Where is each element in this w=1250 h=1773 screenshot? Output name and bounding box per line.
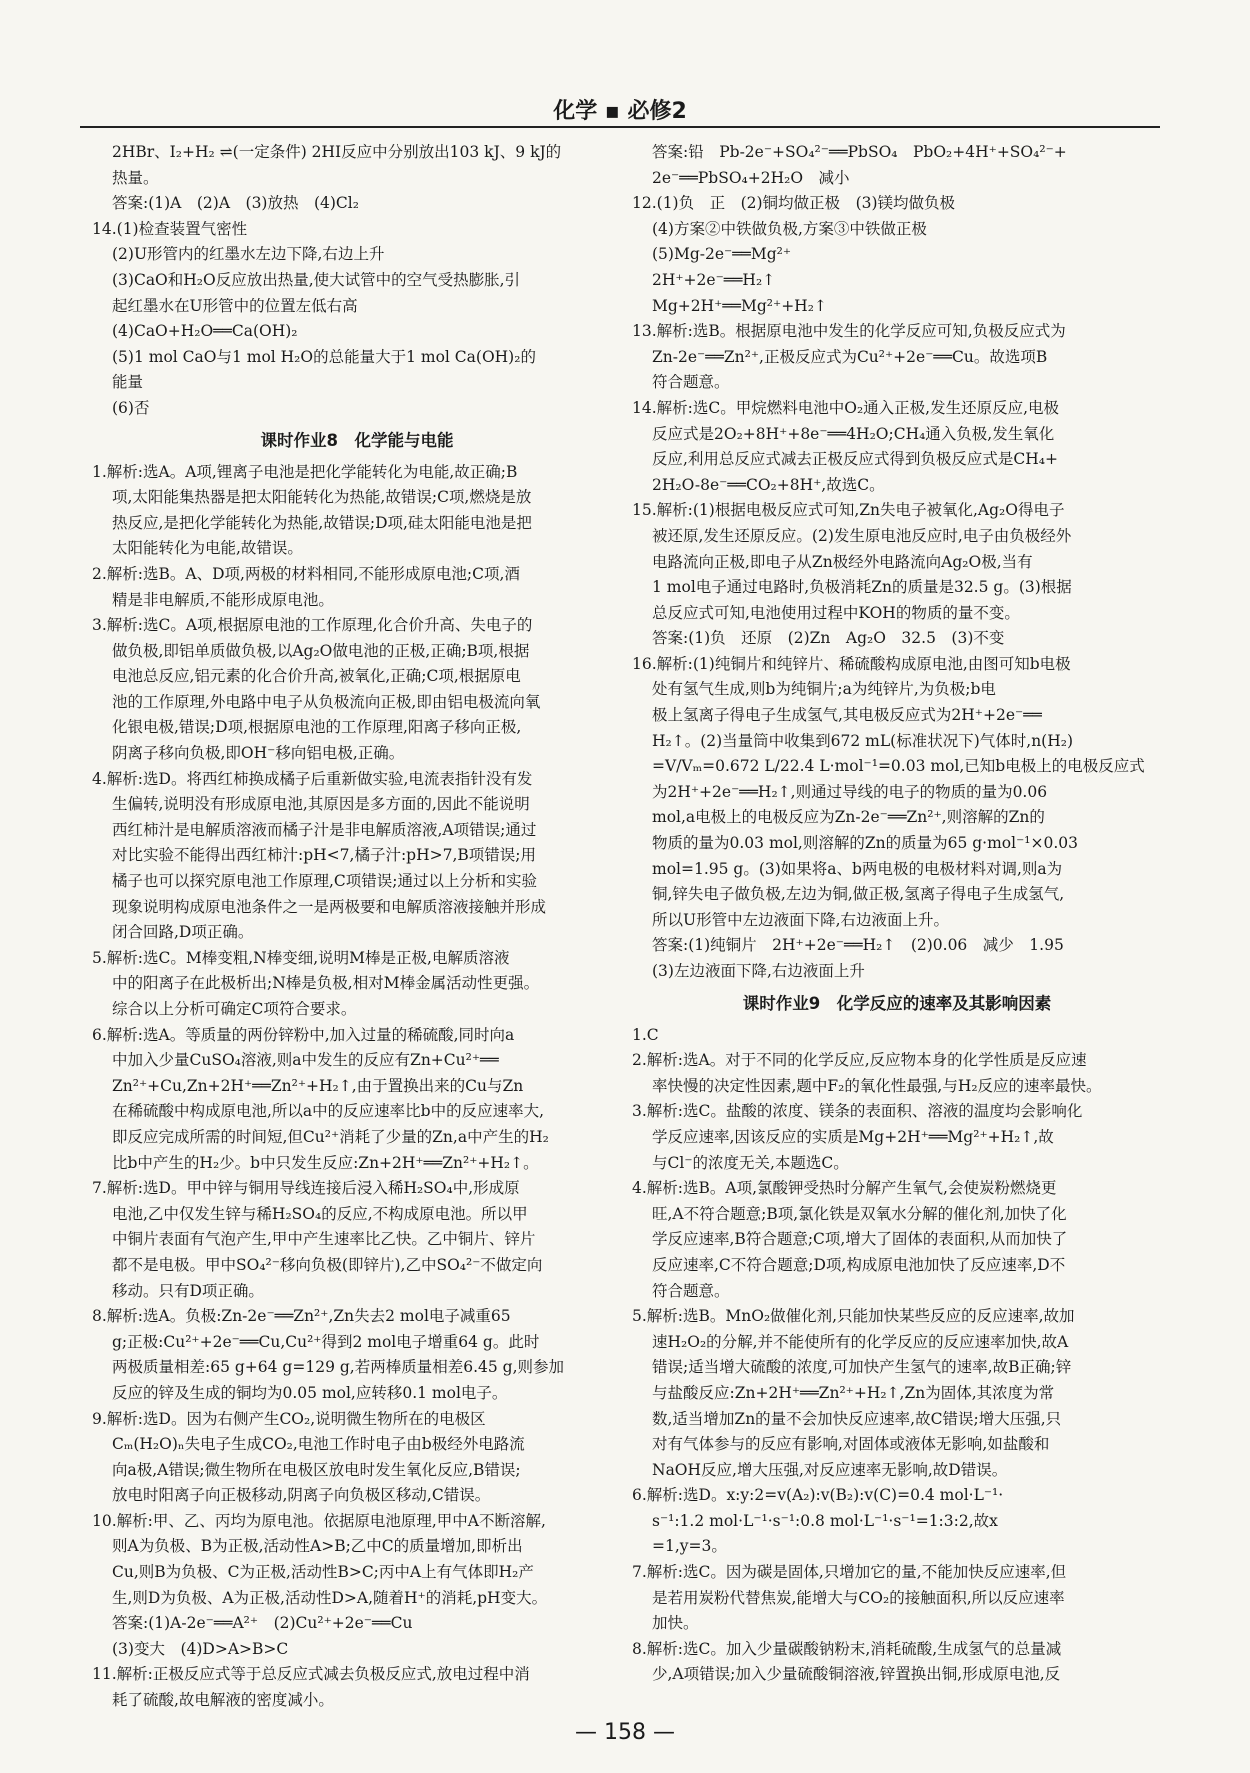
text-line: 生偏转,说明没有形成原电池,其原因是多方面的,因此不能说明 xyxy=(112,795,530,814)
text-line: 与Cl⁻的浓度无关,本题选C。 xyxy=(652,1153,849,1172)
text-line: 中的阳离子在此极析出;N棒是负极,相对M棒金属活动性更强。 xyxy=(112,974,540,993)
text-line: g;正极:Cu²⁺+2e⁻══Cu,Cu²⁺得到2 mol电子增重64 g。此时 xyxy=(112,1332,540,1351)
text-line: mol,a电极上的电极反应为Zn-2e⁻══Zn²⁺,则溶解的Zn的 xyxy=(652,808,1045,827)
text-line: (4)CaO+H₂O══Ca(OH)₂ xyxy=(112,322,298,341)
text-line: 被还原,发生还原反应。(2)发生原电池反应时,电子由负极经外 xyxy=(652,526,1072,545)
text-line: 处有氢气生成,则b为纯铜片;a为纯锌片,为负极;b电 xyxy=(652,680,996,699)
text-line: =1,y=3。 xyxy=(652,1537,727,1556)
text-line: 与盐酸反应:Zn+2H⁺══Zn²⁺+H₂↑,Zn为固体,其浓度为常 xyxy=(652,1383,1055,1402)
text-line: 精是非电解质,不能形成原电池。 xyxy=(112,590,334,609)
right-column xyxy=(632,140,1162,1688)
text-line: (3)左边液面下降,右边液面上升 xyxy=(652,962,865,980)
text-line: 14.解析:选C。甲烷燃料电池中O₂通入正极,发生还原反应,电极 xyxy=(632,398,1060,417)
text-line: 反应的锌及生成的铜均为0.05 mol,应转移0.1 mol电子。 xyxy=(112,1383,508,1402)
text-line: 热量。 xyxy=(112,168,159,187)
text-line: 总反应式可知,电池使用过程中KOH的物质的量不变。 xyxy=(652,603,1020,622)
text-line: 率快慢的决定性因素,题中F₂的氧化性最强,与H₂反应的速率最快。 xyxy=(652,1076,1102,1095)
text-line: 橘子也可以探究原电池工作原理,C项错误;通过以上分析和实验 xyxy=(112,872,538,891)
text-line: 5.解析:选B。MnO₂做催化剂,只能加快某些反应的反应速率,故加 xyxy=(632,1307,1075,1326)
text-line: 11.解析:正极反应式等于总反应式减去负极反应式,放电过程中消 xyxy=(92,1665,530,1684)
text-line: 2e⁻══PbSO₄+2H₂O 减小 xyxy=(652,168,850,187)
text-line: 符合题意。 xyxy=(652,1281,730,1300)
text-line: 8.解析:选A。负极:Zn-2e⁻══Zn²⁺,Zn失去2 mol电子减重65 xyxy=(92,1307,511,1326)
text-line: 2H₂O-8e⁻══CO₂+8H⁺,故选C。 xyxy=(652,475,885,494)
page-header-title: 化学 ▪ 必修2 xyxy=(553,99,687,124)
left-column xyxy=(92,140,622,1714)
text-line: 是若用炭粉代替焦炭,能增大与CO₂的接触面积,所以反应速率 xyxy=(652,1588,1065,1607)
text-line: NaOH反应,增大压强,对反应速率无影响,故D错误。 xyxy=(652,1460,1008,1479)
text-line: 项,太阳能集热器是把太阳能转化为热能,故错误;C项,燃烧是放 xyxy=(112,488,532,507)
text-line: (4)方案②中铁做负极,方案③中铁做正极 xyxy=(652,219,927,238)
text-line: 两极质量相差:65 g+64 g=129 g,若两棒质量相差6.45 g,则参加 xyxy=(112,1358,564,1377)
text-line: 错误;适当增大硫酸的浓度,可加快产生氢气的速率,故B正确;锌 xyxy=(652,1358,1072,1377)
text-line: 比b中产生的H₂少。b中只发生反应:Zn+2H⁺══Zn²⁺+H₂↑。 xyxy=(112,1153,539,1172)
text-line: (2)U形管内的红墨水左边下降,右边上升 xyxy=(112,245,385,264)
text-line: 起红墨水在U形管中的位置左低右高 xyxy=(112,296,358,315)
text-line: 反应,利用总反应式减去正极反应式得到负极反应式是CH₄+ xyxy=(652,450,1059,469)
text-line: 铜,锌失电子做负极,左边为铜,做正极,氢离子得电子生成氢气, xyxy=(652,885,1065,904)
text-line: 热反应,是把化学能转化为热能,故错误;D项,硅太阳能电池是把 xyxy=(112,513,532,532)
page-number: — 158 — xyxy=(575,1720,675,1745)
text-line: 放电时阳离子向正极移动,阴离子向负极区移动,C错误。 xyxy=(112,1486,491,1505)
text-line: 2.解析:选A。对于不同的化学反应,反应物本身的化学性质是反应速 xyxy=(632,1051,1087,1070)
text-line: 在稀硫酸中构成原电池,所以a中的反应速率比b中的反应速率大, xyxy=(112,1102,545,1121)
text-line: 阴离子移向负极,即OH⁻移向铝电极,正确。 xyxy=(112,744,405,763)
text-line: Mg+2H⁺══Mg²⁺+H₂↑ xyxy=(652,296,827,315)
text-line: 则A为负极、B为正极,活动性A>B;乙中C的质量增加,即析出 xyxy=(112,1537,523,1556)
text-line: 8.解析:选C。加入少量碳酸钠粉末,消耗硫酸,生成氢气的总量减 xyxy=(632,1639,1062,1658)
text-line: 现象说明构成原电池条件之一是两极要和电解质溶液接触并形成 xyxy=(112,897,547,916)
text-line: 16.解析:(1)纯铜片和纯锌片、稀硫酸构成原电池,由图可知b电极 xyxy=(632,654,1071,673)
text-line: 少,A项错误;加入少量硫酸铜溶液,锌置换出铜,形成原电池,反 xyxy=(652,1665,1061,1684)
text-line: 即反应完成所需的时间短,但Cu²⁺消耗了少量的Zn,a中产生的H₂ xyxy=(112,1127,549,1146)
text-line: 符合题意。 xyxy=(652,373,730,392)
text-line: 化银电极,错误;D项,根据原电池的工作原理,阳离子移向正极, xyxy=(112,718,522,737)
text-line: (5)Mg-2e⁻══Mg²⁺ xyxy=(652,245,792,264)
text-line: 15.解析:(1)根据电极反应式可知,Zn失电子被氧化,Ag₂O得电子 xyxy=(632,501,1065,520)
text-line: 物质的量为0.03 mol,则溶解的Zn的质量为65 g·mol⁻¹×0.03 xyxy=(652,834,1078,853)
text-line: 13.解析:选B。根据原电池中发生的化学反应可知,负极反应式为 xyxy=(632,322,1066,341)
text-line: 闭合回路,D项正确。 xyxy=(112,923,254,942)
header-rule xyxy=(80,126,1160,128)
text-line: 对比实验不能得出西红柿汁:pH<7,橘子汁:pH>7,B项错误;用 xyxy=(112,846,536,865)
text-line: 答案:(1)A-2e⁻══A²⁺ (2)Cu²⁺+2e⁻══Cu xyxy=(112,1614,413,1633)
section-title: 课时作业8 化学能与电能 xyxy=(260,430,454,450)
text-line: 反应速率,C不符合题意;D项,构成原电池加快了反应速率,D不 xyxy=(652,1255,1066,1274)
text-line: 1 mol电子通过电路时,负极消耗Zn的质量是32.5 g。(3)根据 xyxy=(652,578,1072,597)
text-line: 6.解析:选D。x:y:2=v(A₂):v(B₂):v(C)=0.4 mol·L⁻¹· xyxy=(632,1486,1004,1505)
text-line: 对有气体参与的反应有影响,对固体或液体无影响,如盐酸和 xyxy=(652,1435,1050,1454)
text-line: 向a极,A错误;微生物所在电极区放电时发生氧化反应,B错误; xyxy=(112,1460,521,1479)
text-line: 数,适当增加Zn的量不会加快反应速率,故C错误;增大压强,只 xyxy=(652,1409,1062,1428)
text-line: 2H⁺+2e⁻══H₂↑ xyxy=(652,270,776,289)
text-line: 学反应速率,B符合题意;C项,增大了固体的表面积,从而加快了 xyxy=(652,1230,1068,1249)
text-line: 答案:(1)A (2)A (3)放热 (4)Cl₂ xyxy=(112,194,359,213)
text-line: 答案:铅 Pb-2e⁻+SO₄²⁻══PbSO₄ PbO₂+4H⁺+SO₄²⁻+ xyxy=(652,143,1067,161)
text-line: 7.解析:选C。因为碳是固体,只增加它的量,不能加快反应速率,但 xyxy=(632,1563,1067,1582)
text-line: Cₘ(H₂O)ₙ失电子生成CO₂,电池工作时电子由b极经外电路流 xyxy=(112,1435,525,1454)
text-line: 为2H⁺+2e⁻══H₂↑,则通过导线的电子的物质的量为0.06 xyxy=(652,782,1048,801)
text-line: 移动。只有D项正确。 xyxy=(112,1281,264,1300)
text-line: 3.解析:选C。盐酸的浓度、镁条的表面积、溶液的温度均会影响化 xyxy=(632,1102,1083,1121)
text-line: Cu,则B为负极、C为正极,活动性B>C;丙中A上有气体即H₂产 xyxy=(112,1563,534,1582)
section-title: 课时作业9 化学反应的速率及其影响因素 xyxy=(742,993,1052,1013)
text-line: 12.(1)负 正 (2)铜均做正极 (3)镁均做负极 xyxy=(632,194,956,213)
text-line: 生,则D为负极、A为正极,活动性D>A,随着H⁺的消耗,pH变大。 xyxy=(112,1588,548,1607)
text-line: 4.解析:选D。将西红柿换成橘子后重新做实验,电流表指针没有发 xyxy=(92,769,533,788)
text-line: 都不是电极。甲中SO₄²⁻移向负极(即锌片),乙中SO₄²⁻不做定向 xyxy=(112,1255,543,1274)
text-line: 太阳能转化为电能,故错误。 xyxy=(112,539,303,558)
text-line: H₂↑。(2)当量筒中收集到672 mL(标准状况下)气体时,n(H₂) xyxy=(652,731,1074,750)
text-line: 旺,A不符合题意;B项,氯化铁是双氧水分解的催化剂,加快了化 xyxy=(652,1204,1067,1223)
text-line: 3.解析:选C。A项,根据原电池的工作原理,化合价升高、失电子的 xyxy=(92,616,533,635)
text-line: 中铜片表面有气泡产生,甲中产生速率比乙快。乙中铜片、锌片 xyxy=(112,1230,536,1249)
text-line: 所以U形管中左边液面下降,右边液面上升。 xyxy=(652,910,949,929)
text-line: 1.C xyxy=(632,1025,659,1044)
text-line: (5)1 mol CaO与1 mol H₂O的总能量大于1 mol Ca(OH)₂的 xyxy=(112,347,536,366)
text-line: 7.解析:选D。甲中锌与铜用导线连接后浸入稀H₂SO₄中,形成原 xyxy=(92,1179,520,1198)
text-line: Zn²⁺+Cu,Zn+2H⁺══Zn²⁺+H₂↑,由于置换出来的Cu与Zn xyxy=(112,1076,524,1095)
text-line: 能量 xyxy=(112,373,144,392)
text-line: s⁻¹:1.2 mol·L⁻¹·s⁻¹:0.8 mol·L⁻¹·s⁻¹=1:3:2,故x xyxy=(652,1511,998,1530)
text-line: (3)变大 (4)D>A>B>C xyxy=(112,1639,289,1658)
text-line: 4.解析:选B。A项,氯酸钾受热时分解产生氧气,会使炭粉燃烧更 xyxy=(632,1179,1057,1198)
text-line: 答案:(1)纯铜片 2H⁺+2e⁻══H₂↑ (2)0.06 减少 1.95 xyxy=(652,936,1064,955)
text-line: 9.解析:选D。因为右侧产生CO₂,说明微生物所在的电极区 xyxy=(92,1409,486,1428)
text-line: (3)CaO和H₂O反应放出热量,使大试管中的空气受热膨胀,引 xyxy=(112,270,521,289)
text-line: 14.(1)检查装置气密性 xyxy=(92,219,248,238)
text-line: 速H₂O₂的分解,并不能使所有的化学反应的反应速率加快,故A xyxy=(652,1332,1069,1351)
text-line: 学反应速率,因该反应的实质是Mg+2H⁺══Mg²⁺+H₂↑,故 xyxy=(652,1127,1054,1146)
text-line: 极上氢离子得电子生成氢气,其电极反应式为2H⁺+2e⁻══ xyxy=(652,706,1042,725)
text-line: 10.解析:甲、乙、丙均为原电池。依据原电池原理,甲中A不断溶解, xyxy=(92,1511,546,1530)
text-line: Zn-2e⁻══Zn²⁺,正极反应式为Cu²⁺+2e⁻══Cu。故选项B xyxy=(652,347,1048,366)
text-line: 综合以上分析可确定C项符合要求。 xyxy=(112,1000,357,1018)
text-line: 耗了硫酸,故电解液的密度减小。 xyxy=(112,1691,334,1710)
text-line: 5.解析:选C。M棒变粗,N棒变细,说明M棒是正极,电解质溶液 xyxy=(92,948,510,967)
text-line: 2HBr、I₂+H₂ ⇌(一定条件) 2HI反应中分别放出103 kJ、9 kJ的 xyxy=(112,143,562,161)
text-line: 1.解析:选A。A项,锂离子电池是把化学能转化为电能,故正确;B xyxy=(92,462,518,481)
text-line: 答案:(1)负 还原 (2)Zn Ag₂O 32.5 (3)不变 xyxy=(652,629,1005,648)
text-line: 反应式是2O₂+8H⁺+8e⁻══4H₂O;CH₄通入负极,发生氧化 xyxy=(652,424,1055,443)
text-line: (6)否 xyxy=(112,398,150,417)
text-line: 中加入少量CuSO₄溶液,则a中发生的反应有Zn+Cu²⁺══ xyxy=(112,1051,499,1070)
text-line: 6.解析:选A。等质量的两份锌粉中,加入过量的稀硫酸,同时向a xyxy=(92,1025,515,1044)
text-line: 电路流向正极,即电子从Zn极经外电路流向Ag₂O极,当有 xyxy=(652,552,1033,571)
text-line: 2.解析:选B。A、D项,两极的材料相同,不能形成原电池;C项,酒 xyxy=(92,564,520,583)
text-line: 池的工作原理,外电路中电子从负极流向正极,即由铝电极流向氧 xyxy=(112,692,541,711)
text-line: 电池,乙中仅发生锌与稀H₂SO₄的反应,不构成原电池。所以甲 xyxy=(112,1204,528,1223)
text-line: mol=1.95 g。(3)如果将a、b两电极的电极材料对调,则a为 xyxy=(652,859,1063,878)
text-line: =V/Vₘ=0.672 L/22.4 L·mol⁻¹=0.03 mol,已知b电极上的电极反应式 xyxy=(652,757,1145,776)
text-line: 西红柿汁是电解质溶液而橘子汁是非电解质溶液,A项错误;通过 xyxy=(112,820,537,839)
text-line: 加快。 xyxy=(652,1614,699,1633)
text-line: 做负极,即铝单质做负极,以Ag₂O做电池的正极,正确;B项,根据 xyxy=(112,641,530,660)
text-line: 电池总反应,铝元素的化合价升高,被氧化,正确;C项,根据原电 xyxy=(112,667,521,686)
